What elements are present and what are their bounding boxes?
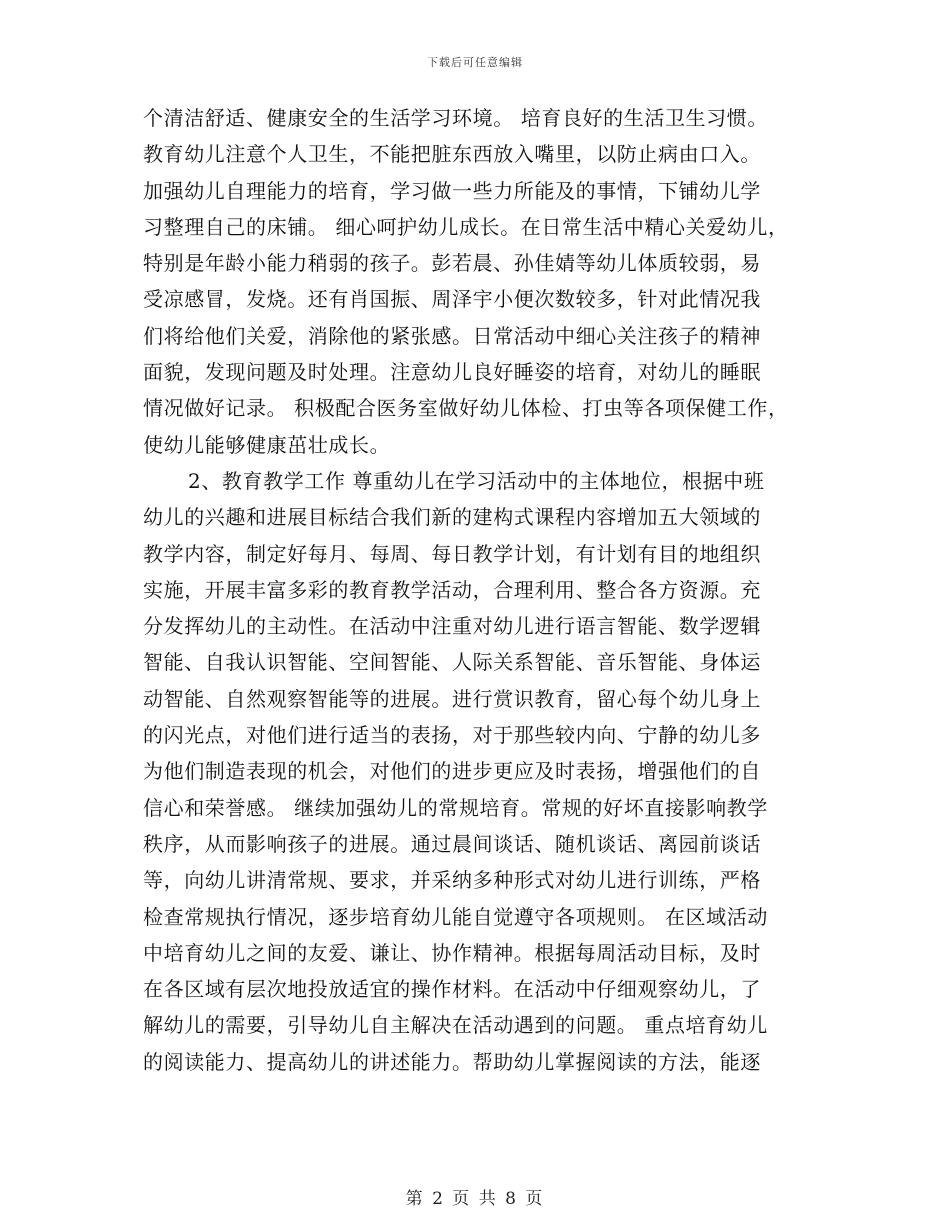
- text-line: 信心和荣誉感。 继续加强幼儿的常规培育。常规的好坏直接影响教学: [143, 795, 768, 820]
- text-line: 解幼儿的需要，引导幼儿自主解决在活动遇到的问题。 重点培育幼儿: [143, 1013, 768, 1038]
- text-line: 秩序，从而影响孩子的进展。通过晨间谈话、随机谈话、离园前谈话: [143, 831, 761, 856]
- text-line: 习整理自己的床铺。 细心呵护幼儿成长。在日常生活中精心关爱幼儿，: [143, 214, 789, 239]
- text-line: 情况做好记录。 积极配合医务室做好幼儿体检、打虫等各项保健工作，: [143, 396, 789, 421]
- page-header: 下载后可任意编辑: [427, 56, 523, 69]
- text-line: 特别是年龄小能力稍弱的孩子。彭若晨、孙佳婧等幼儿体质较弱，易: [143, 251, 761, 276]
- text-line: 受凉感冒，发烧。还有肖国振、周泽宇小便次数较多，针对此情况我: [143, 287, 761, 312]
- text-line: 使幼儿能够健康茁壮成长。: [143, 432, 391, 457]
- text-line: 加强幼儿自理能力的培育，学习做一些力所能及的事情，下铺幼儿学: [143, 178, 761, 203]
- text-line: 的阅读能力、提高幼儿的讲述能力。帮助幼儿掌握阅读的方法，能逐: [143, 1049, 761, 1074]
- document-body: [143, 100, 813, 1080]
- text-line: 动智能、自然观察智能等的进展。进行赏识教育，留心每个幼儿身上: [143, 686, 761, 711]
- text-line: 分发挥幼儿的主动性。在活动中注重对幼儿进行语言智能、数学逻辑: [143, 614, 761, 639]
- text-line: 检查常规执行情况，逐步培育幼儿能自觉遵守各项规则。 在区域活动: [143, 904, 768, 929]
- text-line: 面貌，发现问题及时处理。注意幼儿良好睡姿的培育，对幼儿的睡眠: [143, 360, 761, 385]
- text-line: 智能、自我认识智能、空间智能、人际关系智能、音乐智能、身体运: [143, 650, 761, 675]
- text-line: 为他们制造表现的机会，对他们的进步更应及时表扬，增强他们的自: [143, 759, 761, 784]
- text-line: 中培育幼儿之间的友爱、谦让、协作精神。根据每周活动目标，及时: [143, 940, 761, 965]
- text-line: 幼儿的兴趣和进展目标结合我们新的建构式课程内容增加五大领域的: [143, 505, 761, 530]
- text-line: 实施，开展丰富多彩的教育教学活动，合理利用、整合各方资源。充: [143, 577, 761, 602]
- page-number-footer: 第 2 页 共 8 页: [405, 1189, 545, 1209]
- section-heading-line: 2、教育教学工作 尊重幼儿在学习活动中的主体地位，根据中班: [188, 468, 765, 493]
- text-line: 们将给他们关爱，消除他的紧张感。日常活动中细心关注孩子的精神: [143, 323, 761, 348]
- text-line: 的闪光点，对他们进行适当的表扬，对于那些较内向、宁静的幼儿多: [143, 723, 761, 748]
- text-line: 教育幼儿注意个人卫生，不能把脏东西放入嘴里，以防止病由口入。: [143, 142, 761, 167]
- text-line: 教学内容，制定好每月、每周、每日教学计划，有计划有目的地组织: [143, 541, 761, 566]
- text-line: 在各区域有层次地投放适宜的操作材料。在活动中仔细观察幼儿，了: [143, 977, 761, 1002]
- text-line: 等，向幼儿讲清常规、要求，并采纳多种形式对幼儿进行训练，严格: [143, 868, 761, 893]
- text-line: 个清洁舒适、健康安全的生活学习环境。 培育良好的生活卫生习惯。: [143, 106, 768, 130]
